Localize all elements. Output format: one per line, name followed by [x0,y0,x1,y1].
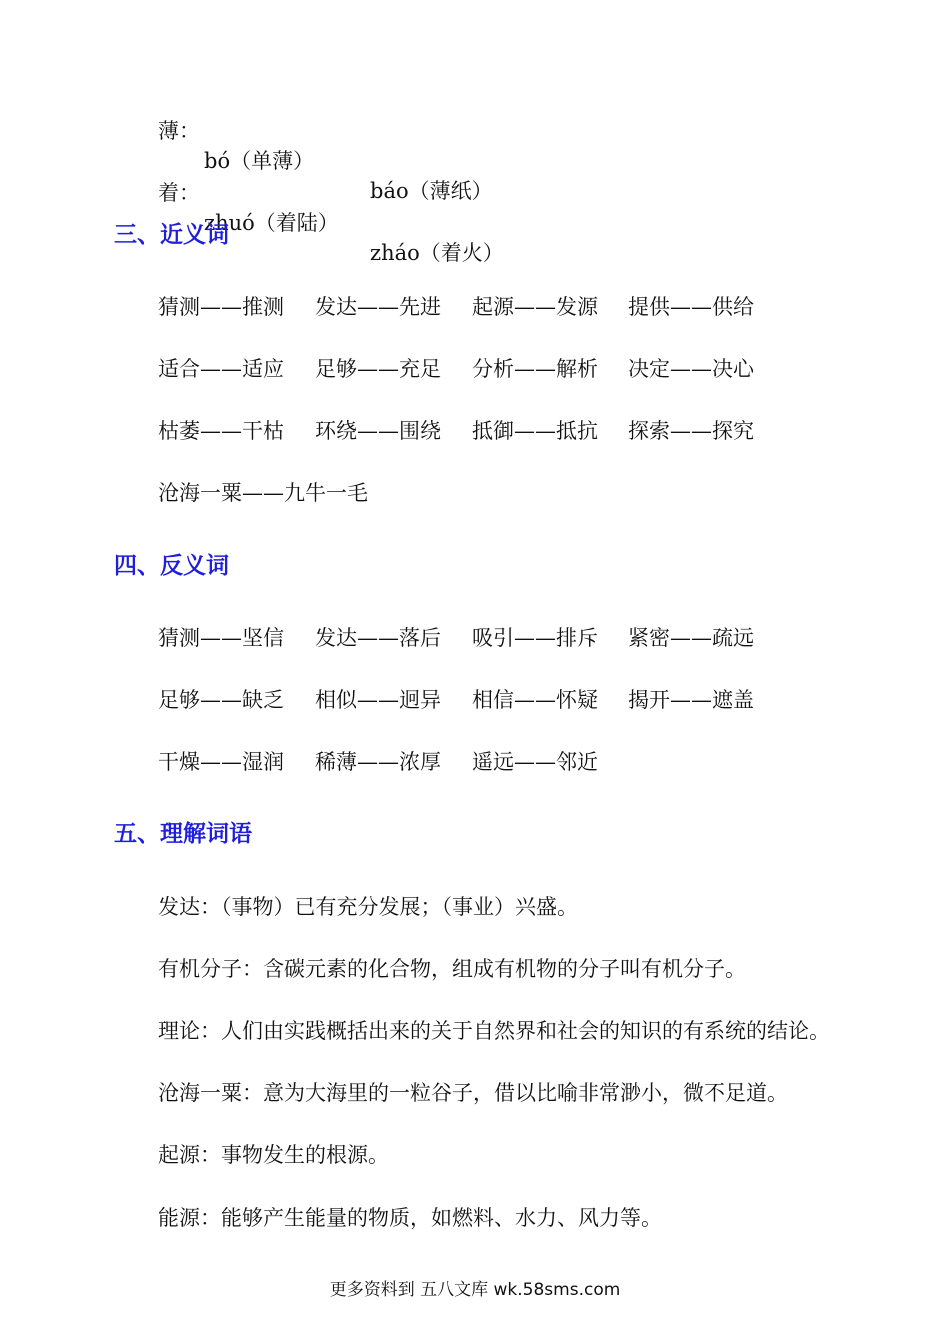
polyphone-reading: zháo（着火） [370,241,504,265]
word-pair: 适合——适应 [158,357,284,381]
section-heading-meanings: 五、理解词语 [114,821,252,847]
polyphone-char: 着： [158,181,200,205]
word-pair: 相信——怀疑 [472,688,598,712]
word-pair-row [158,623,878,653]
definition-line: 理论：人们由实践概括出来的关于自然界和社会的知识的有系统的结论。 [158,1019,830,1043]
word-pair: 抵御——抵抗 [472,419,598,443]
word-pair: 遥远——邻近 [472,750,598,774]
word-pair: 起源——发源 [472,295,598,319]
section-heading-antonyms: 四、反义词 [114,553,229,579]
word-pair-row [158,354,878,384]
polyphone-reading: bó（单薄） [204,149,315,173]
word-pair: 足够——充足 [315,357,441,381]
word-pair: 提供——供给 [628,295,754,319]
word-pair: 环绕——围绕 [315,419,441,443]
word-pair: 猜测——坚信 [158,626,284,650]
definition-line: 能源：能够产生能量的物质，如燃料、水力、风力等。 [158,1206,662,1230]
definition-line: 沧海一粟：意为大海里的一粒谷子，借以比喻非常渺小，微不足道。 [158,1081,788,1105]
word-pair: 足够——缺乏 [158,688,284,712]
word-pair: 决定——决心 [628,357,754,381]
word-pair: 紧密——疏远 [628,626,754,650]
polyphone-reading: báo（薄纸） [370,179,493,203]
word-pair-row [158,416,878,446]
word-pair: 分析——解析 [472,357,598,381]
word-pair-row [158,292,878,322]
definition-line: 有机分子：含碳元素的化合物，组成有机物的分子叫有机分子。 [158,957,746,981]
definition-line: 发达：（事物）已有充分发展；（事业）兴盛。 [158,895,578,919]
polyphone-reading: zhuó（着陆） [204,211,339,235]
definition-line: 起源：事物发生的根源。 [158,1143,389,1167]
word-pair: 枯萎——干枯 [158,419,284,443]
word-pair-row [158,478,878,508]
word-pair: 揭开——遮盖 [628,688,754,712]
word-pair: 吸引——排斥 [472,626,598,650]
word-pair: 发达——落后 [315,626,441,650]
footer-watermark: 更多资料到 五八文库 wk.58sms.com [329,1280,621,1300]
word-pair: 稀薄——浓厚 [315,750,441,774]
word-pair: 探索——探究 [628,419,754,443]
word-pair-row [158,685,878,715]
polyphone-char: 薄： [158,119,200,143]
word-pair: 猜测——推测 [158,295,284,319]
word-pair: 干燥——湿润 [158,750,284,774]
section-heading-synonyms: 三、近义词 [114,222,229,248]
word-pair: 沧海一粟——九牛一毛 [158,481,368,505]
word-pair-row [158,747,878,777]
word-pair: 相似——迥异 [315,688,441,712]
word-pair: 发达——先进 [315,295,441,319]
